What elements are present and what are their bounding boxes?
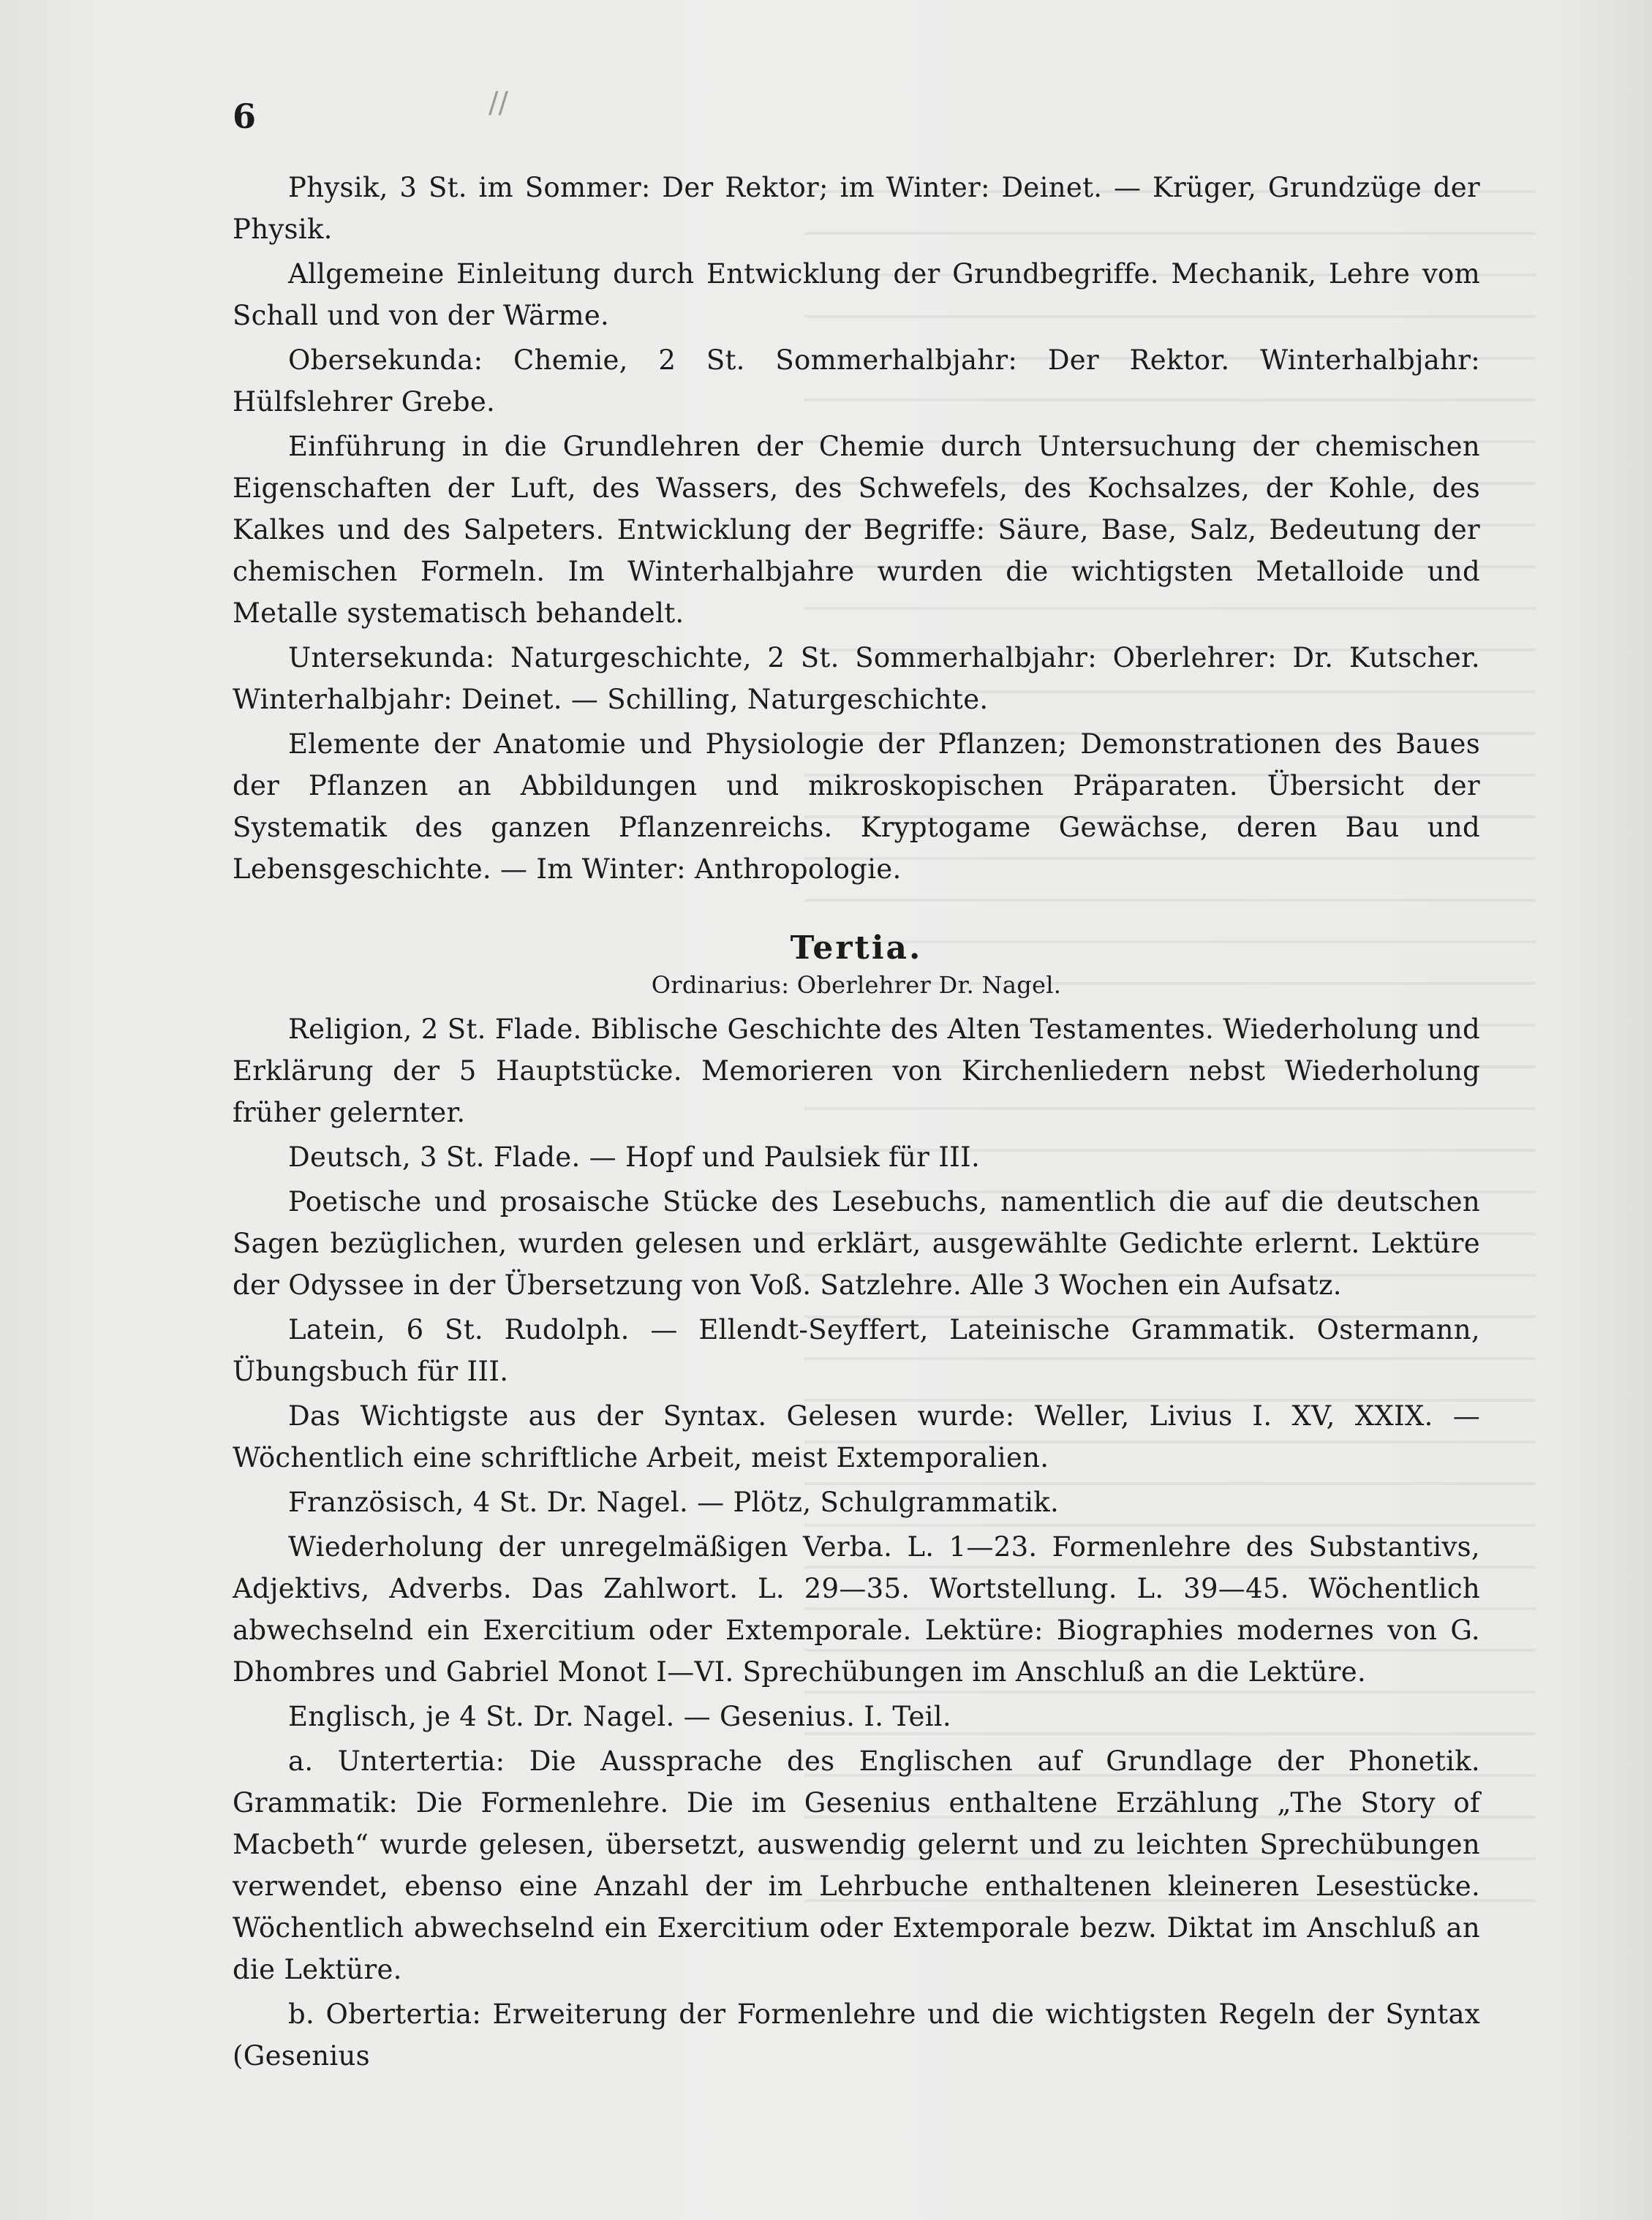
paragraph-untertertia: a. Untertertia: Die Aussprache des Englischen auf Grundlage der Phonetik. Grammatik: Die Formenlehre. Die im Gesenius enthaltene Erzählung „The Story of Macbeth“ wurde gelesen, übersetzt, auswendig gelernt und zu leichten Sprechübungen verwendet, ebenso eine Anzahl der im Lehrbuche enthaltenen kleineren Lesestücke. Wöchentlich abwechselnd ein Exercitium oder Extemporale bezw. Diktat im Anschluß an die Lektüre. [233, 1745, 1480, 1985]
body-text [233, 167, 1480, 2080]
paragraph-englisch: Englisch, je 4 St. Dr. Nagel. — Gesenius. I. Teil. [288, 1701, 951, 1732]
section-subtitle-ordinarius: Ordinarius: Oberlehrer Dr. Nagel. [651, 971, 1062, 999]
section-title-tertia: Tertia. [790, 929, 923, 967]
stray-mark: // [489, 86, 508, 120]
paragraph-latein: Latein, 6 St. Rudolph. — Ellendt-Seyffert, Lateinische Grammatik. Ostermann, Übungsbuch für III. [233, 1314, 1480, 1387]
paragraph-deutsch-content: Poetische und prosaische Stücke des Lesebuchs, namentlich die auf die deutschen Sagen bezüglichen, wurden gelesen und erklärt, ausgewählte Gedichte erlernt. Lektüre der Odyssee in der Übersetzung von Voß. Satzlehre. Alle 3 Wochen ein Aufsatz. [233, 1186, 1480, 1301]
paragraph-physik-content: Allgemeine Einleitung durch Entwicklung der Grundbegriffe. Mechanik, Lehre vom Schall und von der Wärme. [233, 258, 1480, 331]
paragraph-deutsch: Deutsch, 3 St. Flade. — Hopf und Paulsiek für III. [288, 1141, 981, 1173]
paragraph-naturgeschichte-content: Elemente der Anatomie und Physiologie der Pflanzen; Demonstrationen des Baues der Pflanzen an Abbildungen und mikroskopischen Präparaten. Übersicht der Systematik des ganzen Pflanzenreichs. Kryptogame Gewächse, deren Bau und Lebensgeschichte. — Im Winter: Anthropologie. [233, 728, 1480, 885]
paragraph-franzoesisch: Französisch, 4 St. Dr. Nagel. — Plötz, Schulgrammatik. [288, 1487, 1060, 1518]
paragraph-physik: Physik, 3 St. im Sommer: Der Rektor; im Winter: Deinet. — Krüger, Grundzüge der Physik. [233, 172, 1480, 245]
paragraph-chemie: Obersekunda: Chemie, 2 St. Sommerhalbjahr: Der Rektor. Winterhalbjahr: Hülfslehrer Grebe. [233, 344, 1480, 418]
page-number: 6 [233, 97, 257, 136]
paragraph-obertertia: b. Obertertia: Erweiterung der Formenlehre und die wichtigsten Regeln der Syntax (Gesenius [233, 1998, 1480, 2072]
paragraph-chemie-content: Einführung in die Grundlehren der Chemie durch Untersuchung der chemischen Eigenschaften der Luft, des Wassers, des Schwefels, des Kochsalzes, der Kohle, des Kalkes und des Salpeters. Entwicklung der Begriffe: Säure, Base, Salz, Bedeutung der chemischen Formeln. Im Winterhalbjahre wurden die wichtigsten Metalloide und Metalle systematisch behandelt. [233, 431, 1480, 629]
paragraph-religion: Religion, 2 St. Flade. Biblische Geschichte des Alten Testamentes. Wiederholung und Erklärung der 5 Hauptstücke. Memorieren von Kirchenliedern nebst Wiederholung früher gelernter. [233, 1013, 1480, 1128]
paragraph-naturgeschichte: Untersekunda: Naturgeschichte, 2 St. Sommerhalbjahr: Oberlehrer: Dr. Kutscher. Winterhalbjahr: Deinet. — Schilling, Naturgeschichte. [233, 642, 1480, 715]
paragraph-latein-content: Das Wichtigste aus der Syntax. Gelesen wurde: Weller, Livius I. XV, XXIX. — Wöchentlich eine schriftliche Arbeit, meist Extemporalien. [233, 1400, 1480, 1473]
paragraph-franzoesisch-content: Wiederholung der unregelmäßigen Verba. L. 1—23. Formenlehre des Substantivs, Adjektivs, Adverbs. Das Zahlwort. L. 29—35. Wortstellung. L. 39—45. Wöchentlich abwechselnd ein Exercitium oder Extemporale. Lektüre: Biographies modernes von G. Dhombres und Gabriel Monot I—VI. Sprechübungen im Anschluß an die Lektüre. [233, 1531, 1480, 1688]
